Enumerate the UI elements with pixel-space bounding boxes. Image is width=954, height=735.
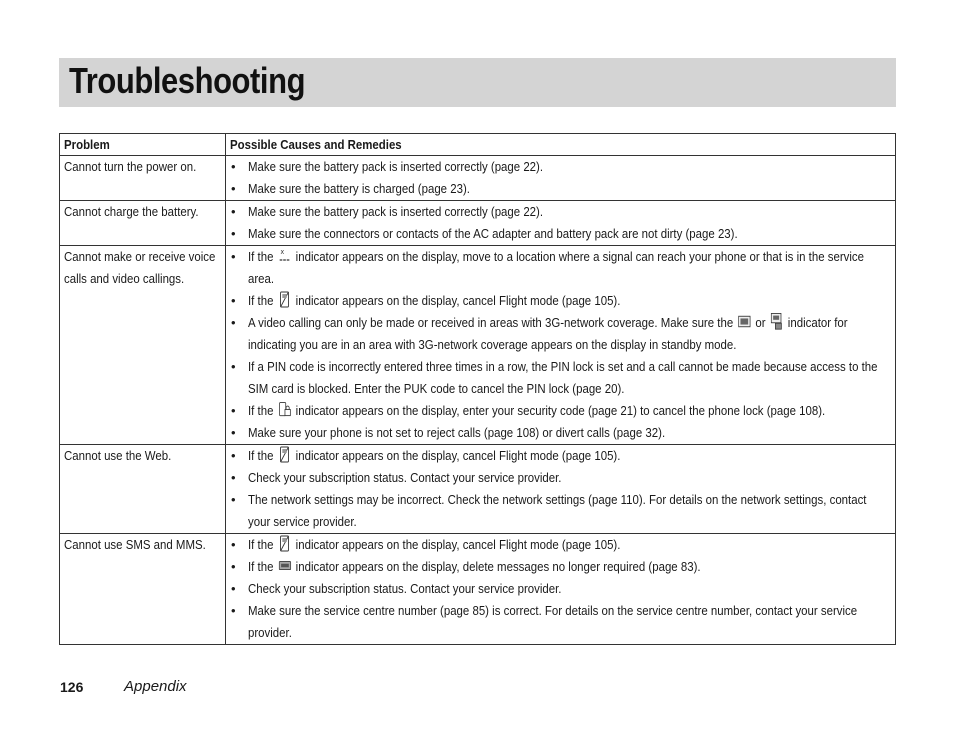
bullet-icon: • [231,315,236,330]
cause-text [248,578,887,600]
cause-text-content: The network settings may be incorrect. Check the network settings (page 110). For details on the network settings, contact your service provider. [248,492,867,529]
page-title: Troubleshooting [69,60,306,101]
header-causes: Possible Causes and Remedies [226,134,896,156]
cause-text-content: Make sure your phone is not set to reject calls (page 108) or divert calls (page 32). [248,425,666,440]
list-item [230,534,891,556]
table-header-row [60,134,896,156]
no-signal-icon [278,247,290,264]
causes-cell [226,534,896,645]
cause-text-post: indicator appears on the display, move to a location where a signal can reach your phone or that is in the service area. [248,249,864,286]
flight-mode-icon [278,535,290,552]
problem-text: Cannot use the Web. [64,448,172,463]
bullet-icon: • [231,470,236,485]
cause-text [248,400,887,422]
causes-cell [226,201,896,246]
cause-text-content: Make sure the battery pack is inserted correctly (page 22). [248,159,544,174]
problem-cell [60,445,226,534]
cause-text [248,223,887,245]
problem-text: Cannot use SMS and MMS. [64,537,206,552]
causes-cell [226,445,896,534]
list-item [230,356,891,400]
bullet-icon: • [231,293,236,308]
problem-cell [60,534,226,645]
bullet-icon: • [231,425,236,440]
problem-cell [60,201,226,246]
bullet-icon: • [231,403,236,418]
list-item [230,246,891,290]
section-name: Appendix [124,678,187,695]
cause-text-pre: A video calling can only be made or received in areas with 3G-network coverage. Make sure the [248,315,734,330]
flight-mode-icon [278,291,290,308]
list-item [230,312,891,356]
list-item [230,156,891,178]
bullet-icon: • [231,581,236,596]
cause-text-post: indicator appears on the display, cancel Flight mode (page 105). [295,293,621,308]
table-row [60,156,896,201]
bullet-icon: • [231,537,236,552]
table-row [60,246,896,445]
title-banner [59,58,896,107]
svg-text:x: x [280,247,284,257]
causes-list [230,534,891,644]
cause-text [248,290,887,312]
list-item [230,600,891,644]
list-item [230,489,891,533]
cause-text [248,556,887,578]
list-item [230,422,891,444]
cause-text-content: Check your subscription status. Contact your service provider. [248,581,562,596]
problem-text: Cannot turn the power on. [64,159,197,174]
3g-network-icon [738,313,750,330]
problem-text: Cannot make or receive voice calls and video callings. [64,249,216,286]
causes-list [230,156,891,200]
bullet-icon: • [231,249,236,264]
problem-text: Cannot charge the battery. [64,204,199,219]
problem-cell [60,246,226,445]
bullet-icon: • [231,204,236,219]
cause-text-post: indicator appears on the display, enter your security code (page 21) to cancel the phone lock (page 108). [295,403,826,418]
problem-cell [60,156,226,201]
list-item [230,445,891,467]
list-item [230,467,891,489]
header-problem: Problem [60,134,226,156]
bullet-icon: • [231,492,236,507]
list-item [230,578,891,600]
list-item [230,201,891,223]
table-row [60,445,896,534]
causes-cell [226,156,896,201]
list-item [230,178,891,200]
cause-text-post: indicator appears on the display, cancel Flight mode (page 105). [295,537,621,552]
cause-text-pre: If the [248,249,274,264]
cause-text [248,422,887,444]
bullet-icon: • [231,159,236,174]
cause-text [248,600,887,644]
cause-text-pre: If the [248,403,274,418]
cause-text-pre: If the [248,537,274,552]
cause-text [248,356,887,400]
troubleshooting-table [59,133,896,645]
cause-text [248,201,887,223]
bullet-icon: • [231,226,236,241]
list-item [230,556,891,578]
cause-text [248,489,887,533]
cause-text-content: Make sure the connectors or contacts of the AC adapter and battery pack are not dirty (page 23). [248,226,738,241]
cause-text [248,312,887,356]
cause-text [248,467,887,489]
cause-text-post: indicator for indicating you are in an area with 3G-network coverage appears on the display in standby mode. [248,315,848,352]
cause-text-content: Make sure the service centre number (page 85) is correct. For details on the service centre number, contact your service provider. [248,603,858,640]
memory-full-icon [278,557,290,574]
causes-list [230,246,891,444]
bullet-icon: • [231,181,236,196]
cause-text [248,534,887,556]
causes-cell [226,246,896,445]
phone-lock-icon [278,401,290,418]
bullet-icon: • [231,559,236,574]
cause-text-mid: or [755,315,766,330]
cause-text-pre: If the [248,448,274,463]
cause-text-content: Check your subscription status. Contact your service provider. [248,470,562,485]
bullet-icon: • [231,359,236,374]
cause-text-post: indicator appears on the display, cancel Flight mode (page 105). [295,448,621,463]
list-item [230,290,891,312]
cause-text [248,445,887,467]
cause-text-post: indicator appears on the display, delete messages no longer required (page 83). [295,559,701,574]
cause-text-content: Make sure the battery is charged (page 23). [248,181,470,196]
cause-text-content: Make sure the battery pack is inserted correctly (page 22). [248,204,544,219]
cause-text [248,246,887,290]
causes-list [230,445,891,533]
causes-list [230,201,891,245]
page-number: 126 [60,679,84,695]
cause-text-content: If a PIN code is incorrectly entered three times in a row, the PIN lock is set and a call cannot be made because access to the SIM card is blocked. Enter the PUK code to cancel the PIN lock (page 20). [248,359,878,396]
cause-text-pre: If the [248,293,274,308]
list-item [230,223,891,245]
bullet-icon: • [231,448,236,463]
table-row [60,534,896,645]
cause-text [248,156,887,178]
3g-roaming-icon [771,313,783,330]
cause-text [248,178,887,200]
flight-mode-icon [278,446,290,463]
bullet-icon: • [231,603,236,618]
cause-text-pre: If the [248,559,274,574]
list-item [230,400,891,422]
table-row [60,201,896,246]
